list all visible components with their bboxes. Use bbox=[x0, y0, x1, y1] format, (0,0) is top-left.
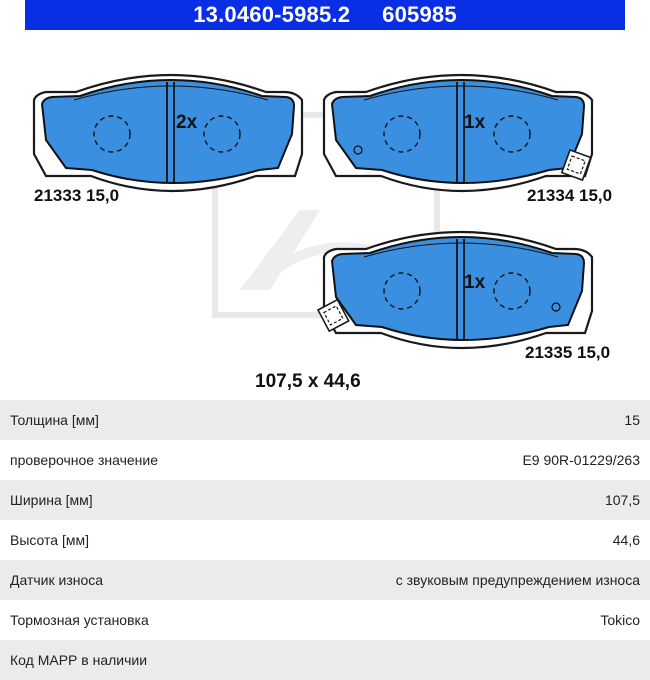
pad-code-1: 21333 15,0 bbox=[34, 186, 120, 205]
pad-dimensions: 107,5 x 44,6 bbox=[255, 371, 361, 392]
spec-row-height bbox=[0, 520, 650, 560]
brake-pad-drawing bbox=[0, 30, 650, 400]
spec-value: 107,5 bbox=[604, 492, 640, 508]
brake-pad-21334 bbox=[324, 75, 592, 191]
spec-row-width bbox=[0, 480, 650, 520]
spec-value: E9 90R-01229/263 bbox=[522, 452, 640, 468]
pad-quantity-3: 1x bbox=[464, 272, 486, 293]
spec-row-brake-system bbox=[0, 600, 650, 640]
reference-number: 605985 bbox=[382, 2, 457, 27]
spec-value: 15 bbox=[624, 412, 640, 428]
pad-code-3: 21335 15,0 bbox=[525, 343, 611, 362]
spec-label: Высота [мм] bbox=[10, 532, 89, 548]
pad-quantity-1: 2x bbox=[176, 112, 198, 133]
pad-code-2: 21334 15,0 bbox=[527, 186, 613, 205]
spec-value: 44,6 bbox=[612, 532, 640, 548]
spec-value: Tokico bbox=[600, 612, 640, 628]
spec-label: Тормозная установка bbox=[10, 612, 149, 628]
spec-label: проверочное значение bbox=[10, 452, 159, 468]
part-number: 13.0460-5985.2 bbox=[193, 2, 351, 27]
spec-table bbox=[0, 400, 650, 680]
brake-pad-21335 bbox=[324, 232, 592, 348]
spec-row-test-value bbox=[0, 440, 650, 480]
spec-row-thickness bbox=[0, 400, 650, 440]
spec-row-mapp-code bbox=[0, 640, 650, 680]
spec-label: Толщина [мм] bbox=[10, 412, 99, 428]
spec-value: с звуковым предупреждением износа bbox=[395, 572, 640, 588]
spec-label: Ширина [мм] bbox=[10, 492, 93, 508]
spec-label: Код МАРР в наличии bbox=[10, 652, 148, 668]
pad-quantity-2: 1x bbox=[464, 112, 486, 133]
spec-label: Датчик износа bbox=[10, 572, 104, 588]
spec-row-wear-sensor bbox=[0, 560, 650, 600]
brake-pad-21333 bbox=[34, 75, 302, 191]
part-header bbox=[25, 0, 625, 30]
